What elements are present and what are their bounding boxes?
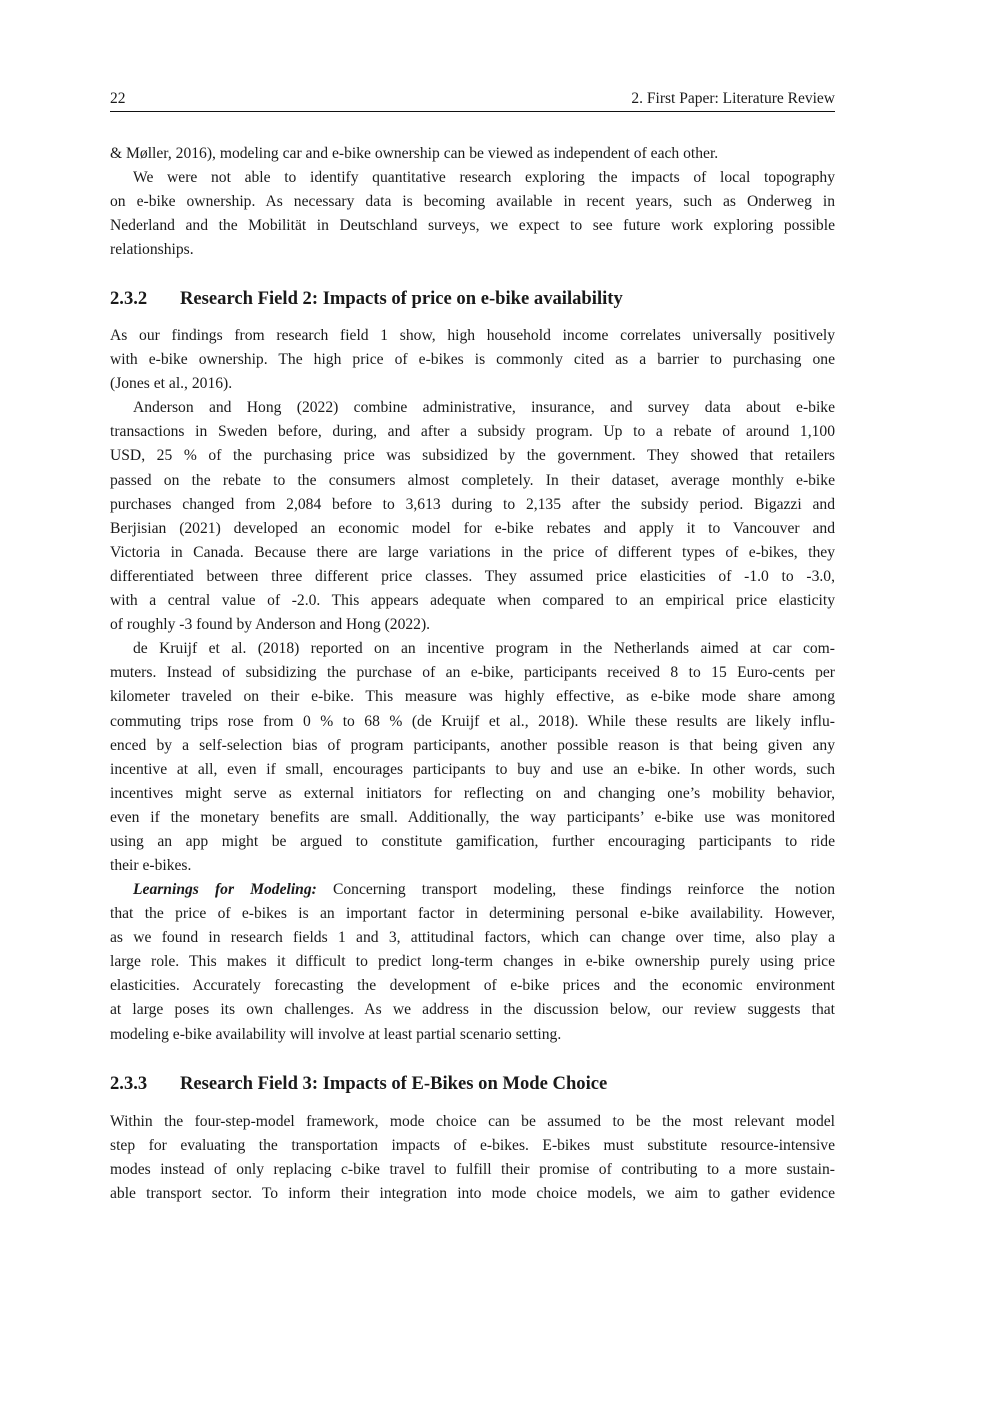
section-heading-2-3-2 <box>110 288 623 310</box>
text-line: kilometer traveled on their e-bike. This measure was highly effective, as e-bike mode share among <box>110 688 835 706</box>
learnings-lead: Learnings for Modeling: <box>133 881 317 898</box>
text-line: USD, 25 % of the purchasing price was subsidized by the government. They showed that retailers <box>110 447 835 465</box>
header-rule <box>110 111 835 112</box>
text-line: modes instead of only replacing c-bike travel to fulfill their promise of contributing to a more sustain- <box>110 1161 835 1179</box>
section-title: Research Field 2: Impacts of price on e-bike availability <box>180 288 623 309</box>
text-span: Concerning transport modeling, these findings reinforce the notion <box>332 881 835 898</box>
text-block-section-2-3-2 <box>110 324 835 878</box>
text-line: de Kruijf et al. (2018) reported on an incentive program in the Netherlands aimed at car com- <box>133 640 835 658</box>
text-line: Victoria in Canada. Because there are large variations in the price of different types of e-bikes, they <box>110 543 835 561</box>
text-line: We were not able to identify quantitative research exploring the impacts of local topography <box>133 169 835 187</box>
running-header <box>110 90 835 110</box>
learnings-paragraph <box>110 878 835 1047</box>
text-line: Nederland and the Mobilität in Deutschland surveys, we expect to see future work exploring possible <box>110 217 835 235</box>
paragraph <box>110 142 835 166</box>
text-line: Within the four-step-model framework, mode choice can be assumed to be the most relevant model <box>110 1113 835 1130</box>
text-line: of roughly -3 found by Anderson and Hong (2022). <box>110 616 431 634</box>
text-line: on e-bike ownership. As necessary data is becoming available in recent years, such as Onderweg in <box>110 193 835 211</box>
text-line: modeling e-bike availability will involve at least partial scenario setting. <box>110 1025 562 1043</box>
text-line: purchases changed from 2,084 before to 3,613 during to 2,135 after the subsidy period. Bigazzi and <box>110 495 835 513</box>
text-line: muters. Instead of subsidizing the purchase of an e-bike, participants received 8 to 15 Euro-cents per <box>110 664 835 682</box>
text-line: step for evaluating the transportation impacts of e-bikes. E-bikes must substitute resource-intensive <box>110 1137 835 1155</box>
paragraph <box>110 324 835 396</box>
text-line: & Møller, 2016), modeling car and e-bike ownership can be viewed as independent of each other. <box>110 145 719 162</box>
text-line <box>110 878 835 902</box>
text-line: using an app might be argued to constitute gamification, further encouraging participants to ride <box>110 832 835 850</box>
text-line: Anderson and Hong (2022) combine administrative, insurance, and survey data about e-bike <box>133 399 835 417</box>
text-line: (Jones et al., 2016). <box>110 375 233 393</box>
text-line: commuting trips rose from 0 % to 68 % (de Kruijf et al., 2018). While these results are likely influ- <box>110 712 835 730</box>
section-number: 2.3.2 <box>110 288 148 309</box>
text-line: able transport sector. To inform their integration into mode choice models, we aim to gather evidence <box>110 1185 835 1203</box>
text-line: Berjisian (2021) developed an economic model for e-bike rebates and apply it to Vancouver and <box>110 519 835 537</box>
text-line: As our findings from research field 1 show, high household income correlates universally positively <box>110 327 835 344</box>
section-heading-2-3-3 <box>110 1073 607 1095</box>
paragraph <box>110 637 835 878</box>
text-line: with e-bike ownership. The high price of e-bikes is commonly cited as a barrier to purchasing one <box>110 351 835 369</box>
paragraph <box>110 1110 835 1206</box>
text-line: as we found in research fields 1 and 3, attitudinal factors, which can change over time, also play a <box>110 929 835 947</box>
text-line: that the price of e-bikes is an important factor in determining personal e-bike availability. However, <box>110 905 835 923</box>
text-line: their e-bikes. <box>110 857 192 875</box>
text-block-intro <box>110 142 835 262</box>
text-line: large role. This makes it difficult to predict long-term changes in e-bike ownership purely using price <box>110 953 835 971</box>
page-number: 22 <box>110 90 126 107</box>
section-number: 2.3.3 <box>110 1073 148 1094</box>
text-line: enced by a self-selection bias of program participants, another possible reason is that being given any <box>110 736 835 754</box>
text-block-section-2-3-3 <box>110 1110 835 1206</box>
text-line: incentives might serve as external initiators for reflecting on and changing one’s mobility behavior, <box>110 784 835 802</box>
running-title: 2. First Paper: Literature Review <box>631 90 835 107</box>
text-line: passed on the rebate to the consumers almost completely. In their dataset, average monthly e-bike <box>110 471 835 489</box>
text-line: relationships. <box>110 241 194 259</box>
text-line: transactions in Sweden before, during, and after a subsidy program. Up to a rebate of around 1,100 <box>110 423 835 441</box>
text-line: at large poses its own challenges. As we address in the discussion below, our review suggests that <box>110 1001 835 1019</box>
text-line: incentive at all, even if small, encourages participants to buy and use an e-bike. In other words, such <box>110 760 835 778</box>
section-title: Research Field 3: Impacts of E-Bikes on Mode Choice <box>180 1073 608 1094</box>
paragraph <box>110 166 835 262</box>
text-line: elasticities. Accurately forecasting the development of e-bike prices and the economic environment <box>110 977 835 995</box>
text-line: with a central value of -2.0. This appears adequate when compared to an empirical price elasticity <box>110 592 835 610</box>
text-line: even if the monetary benefits are small. Additionally, the way participants’ e-bike use was monitored <box>110 808 835 826</box>
paragraph <box>110 396 835 637</box>
text-line: differentiated between three different price classes. They assumed price elasticities of -1.0 to -3.0, <box>110 567 835 585</box>
